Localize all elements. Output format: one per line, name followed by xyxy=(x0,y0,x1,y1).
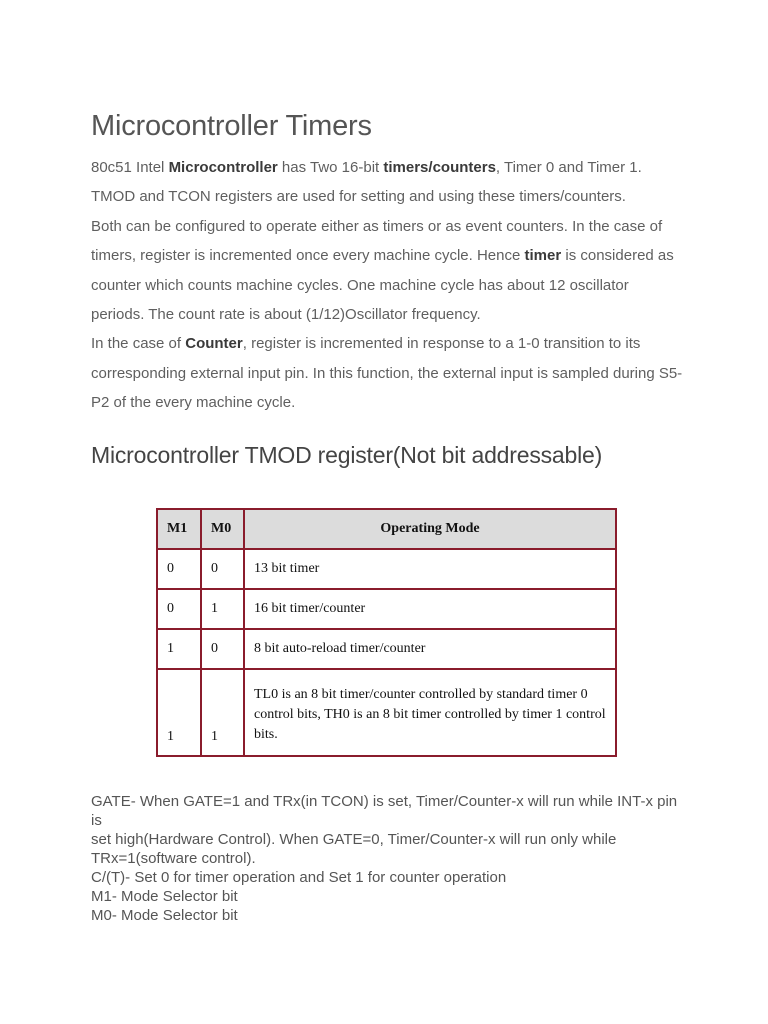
tmod-bit-notes xyxy=(91,792,691,925)
paragraph-counter-mode xyxy=(91,329,686,417)
note-m1: M1- Mode Selector bit xyxy=(91,888,238,905)
header-m0: M0 xyxy=(201,509,244,549)
note-gate-line-2: set high(Hardware Control). When GATE=0, Timer/Counter-x will run only while TRx=1(software control). xyxy=(91,831,617,867)
text-span: , register is incremented in response to a 1-0 transition to its corresponding external input pin. In this function, the external input is sampled during S5-P2 of the every machine cycle. xyxy=(91,335,683,412)
note-m0: M0- Mode Selector bit xyxy=(91,907,238,924)
cell-operating-mode: 16 bit timer/counter xyxy=(244,589,616,629)
page-title: Microcontroller Timers xyxy=(91,110,372,142)
section-heading-tmod: Microcontroller TMOD register(Not bit addressable) xyxy=(91,442,603,468)
table-row xyxy=(157,549,616,589)
text-span: 80c51 Intel xyxy=(91,159,169,176)
cell-operating-mode: 13 bit timer xyxy=(244,549,616,589)
cell-m1: 1 xyxy=(157,629,201,669)
bold-term-timer: timer xyxy=(524,247,562,265)
header-operating-mode: Operating Mode xyxy=(244,509,616,549)
cell-m1: 0 xyxy=(157,549,201,589)
cell-operating-mode: 8 bit auto-reload timer/counter xyxy=(244,629,616,669)
cell-m1: 1 xyxy=(157,669,201,756)
text-span: Both can be configured to operate either as timers or as event counters. In the case of timers, register is incremented once every machine cycle. Hence xyxy=(91,217,663,265)
cell-m0: 0 xyxy=(201,629,244,669)
bold-term-microcontroller: Microcontroller xyxy=(168,159,278,176)
cell-m0: 1 xyxy=(201,589,244,629)
cell-m0: 1 xyxy=(201,669,244,756)
cell-m0: 0 xyxy=(201,549,244,589)
text-span: , Timer 0 and Timer 1. TMOD and TCON registers are used for setting and using these timers/counters. xyxy=(91,159,642,206)
table-row xyxy=(157,629,616,669)
note-c-t: C/(T)- Set 0 for timer operation and Set 1 for counter operation xyxy=(91,869,507,886)
text-span: In the case of xyxy=(91,335,186,353)
header-m1: M1 xyxy=(157,509,201,549)
cell-m1: 0 xyxy=(157,589,201,629)
bold-term-counter: Counter xyxy=(185,335,243,353)
table-row xyxy=(157,669,616,756)
cell-operating-mode: TL0 is an 8 bit timer/counter controlled by standard timer 0 control bits, TH0 is an 8 bit timer controlled by timer 1 control bits. xyxy=(244,669,616,756)
paragraph-timer-mode xyxy=(91,212,686,330)
table-header-row xyxy=(157,509,616,549)
paragraph-timers-intro xyxy=(91,153,686,212)
note-gate-line-1: GATE- When GATE=1 and TRx(in TCON) is set, Timer/Counter-x will run while INT-x pin is xyxy=(91,793,678,829)
tmod-mode-table xyxy=(156,508,617,757)
table-row xyxy=(157,589,616,629)
bold-term-timers-counters: timers/counters xyxy=(383,159,496,176)
intro-text xyxy=(91,153,686,418)
text-span: has Two 16-bit xyxy=(277,159,384,176)
text-span: is considered as counter which counts machine cycles. One machine cycle has about 12 oscillator periods. The count rate is about (1/12)Oscillator frequency. xyxy=(91,247,674,324)
